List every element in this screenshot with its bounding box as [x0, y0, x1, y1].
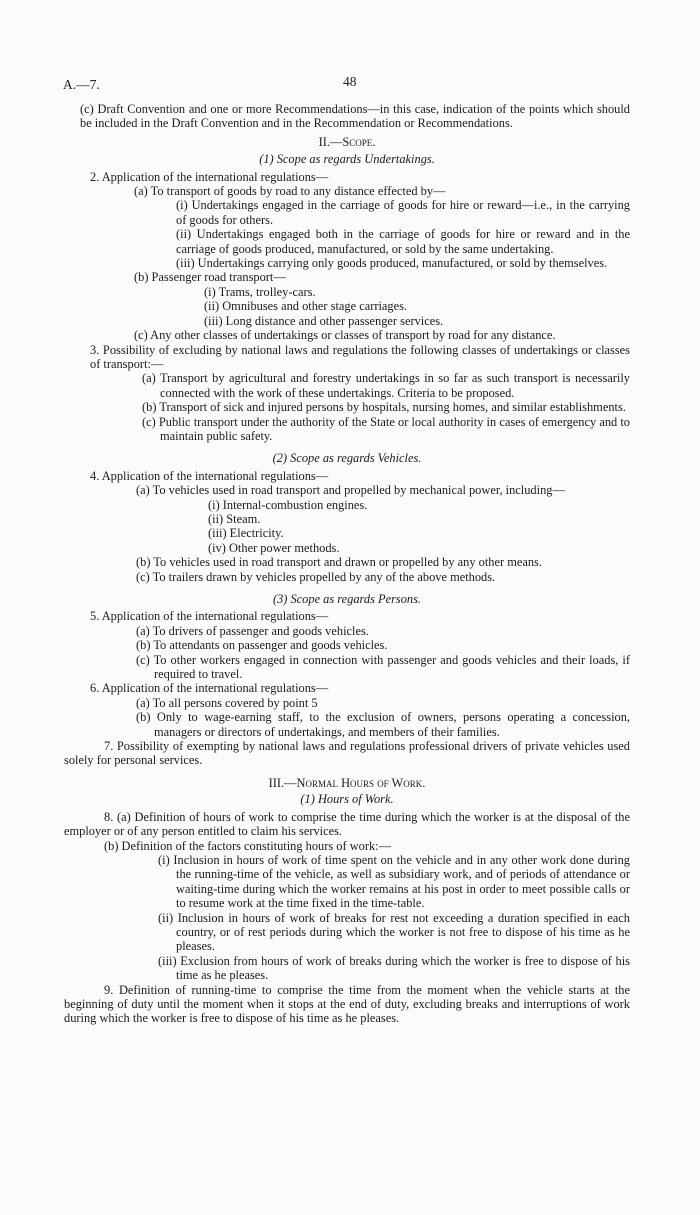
para-4a-i: (i) Internal-combustion engines.	[208, 497, 368, 512]
para-5b: (b) To attendants on passenger and goods vehicles.	[136, 638, 388, 653]
section-title-scope: II.—Scope.	[318, 134, 376, 149]
para-5: 5. Application of the international regulations—	[90, 609, 329, 624]
para-8b-iii: (iii) Exclusion from hours of work of breaks during which the worker is free to dispose of his time as he pleases.	[158, 953, 630, 983]
para-2b-iii: (iii) Long distance and other passenger services.	[204, 313, 444, 328]
para-4a: (a) To vehicles used in road transport and propelled by mechanical power, including—	[136, 483, 565, 498]
para-2a-ii: (ii) Undertakings engaged both in the carriage of goods for hire or reward and in the carriage of goods produced, manufactured, or sold by the same undertaking.	[176, 227, 630, 256]
para-8b: (b) Definition of the factors constituting hours of work:—	[104, 838, 391, 853]
para-2: 2. Application of the international regulations—	[90, 169, 329, 184]
subheading-hours-of-work: (1) Hours of Work.	[300, 792, 394, 807]
para-2a-i: (i) Undertakings engaged in the carriage of goods for hire or reward—i.e., in the carrying of goods for others.	[176, 198, 630, 227]
page-number: 48	[343, 74, 357, 89]
para-2a-iii: (iii) Undertakings carrying only goods produced, manufactured, or sold by themselves.	[176, 256, 608, 271]
para-6: 6. Application of the international regulations—	[90, 681, 329, 696]
para-7: 7. Possibility of exempting by national laws and regulations professional drivers of private vehicles used solely for personal services.	[64, 739, 630, 768]
document-reference: A.—7.	[63, 77, 100, 92]
para-4c: (c) To trailers drawn by vehicles propelled by any of the above methods.	[136, 569, 496, 584]
para-2b-i: (i) Trams, trolley-cars.	[204, 284, 316, 299]
para-6a: (a) To all persons covered by point 5	[136, 695, 318, 710]
para-5c: (c) To other workers engaged in connection with passenger and goods vehicles and their loads, if required to travel.	[136, 652, 630, 682]
para-8b-ii: (ii) Inclusion in hours of work of breaks for rest not exceeding a duration specified in each country, or of rest periods during which the worker is not free to dispose of his time as he pleases.	[158, 910, 630, 954]
para-2c: (c) Any other classes of undertakings or classes of transport by road for any distance.	[134, 328, 556, 343]
para-9: 9. Definition of running-time to comprise the time from the moment when the vehicle starts at the beginning of duty until the moment when it stops at the end of duty, excluding breaks and interruptions of work during which the worker is free to dispose of his time as he pleases.	[64, 982, 630, 1026]
para-2a: (a) To transport of goods by road to any distance effected by—	[134, 184, 446, 199]
para-2b: (b) Passenger road transport—	[134, 270, 286, 285]
para-4b: (b) To vehicles used in road transport and drawn or propelled by any other means.	[136, 555, 542, 570]
subheading-persons: (3) Scope as regards Persons.	[272, 592, 422, 606]
para-2b-ii: (ii) Omnibuses and other stage carriages.	[204, 299, 407, 314]
para-3: 3. Possibility of excluding by national laws and regulations the following classes of undertakings or classes of transport:—	[90, 342, 630, 371]
para-4: 4. Application of the international regulations—	[90, 468, 329, 483]
para-3b: (b) Transport of sick and injured persons by hospitals, nursing homes, and similar establishments.	[142, 400, 626, 415]
para-6b: (b) Only to wage-earning staff, to the exclusion of owners, persons operating a concession, managers or directors of undertakings, and members of their families.	[136, 710, 630, 739]
para-8b-i: (i) Inclusion in hours of work of time spent on the vehicle and in any other work done during the running-time of the vehicle, as well as subsidiary work, and of periods of attendance or waiting-time during which the worker remains at his post in order to meet possible calls or to resume work at the time fixed in the time-table.	[158, 852, 630, 911]
para-4a-ii: (ii) Steam.	[208, 511, 261, 526]
para-3a: (a) Transport by agricultural and forestry undertakings in so far as such transport is necessarily connected with the work of these undertakings. Criteria to be proposed.	[142, 371, 630, 400]
section-title-hours: III.—Normal Hours of Work.	[268, 775, 426, 790]
para-4a-iv: (iv) Other power methods.	[208, 540, 340, 555]
intro-item-c: (c) Draft Convention and one or more Recommendations—in this case, indication of the points which should be included in the Draft Convention and in the Recommendation or Recommendations.	[80, 102, 630, 131]
para-5a: (a) To drivers of passenger and goods vehicles.	[136, 623, 369, 638]
document-body	[64, 102, 630, 1026]
para-3c: (c) Public transport under the authority of the State or local authority in cases of emergency and to maintain public safety.	[142, 414, 630, 443]
para-4a-iii: (iii) Electricity.	[208, 526, 284, 541]
para-8a: 8. (a) Definition of hours of work to comprise the time during which the worker is at the disposal of the employer or of any person entitled to claim his services.	[64, 809, 630, 839]
subheading-undertakings: (1) Scope as regards Undertakings.	[259, 152, 435, 167]
subheading-vehicles: (2) Scope as regards Vehicles.	[272, 451, 422, 466]
